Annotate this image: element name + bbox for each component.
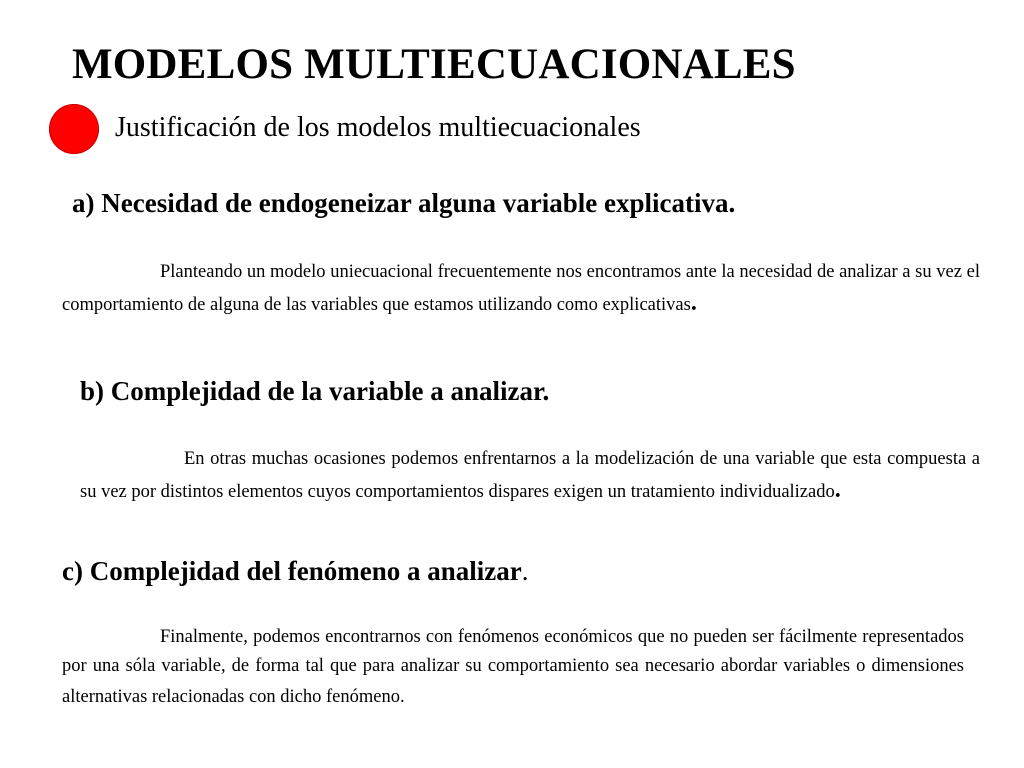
section-paragraph-c-text: Finalmente, podemos encontrarnos con fenómenos económicos que no pueden ser fácilmente representados por una sóla variable, de forma tal que para analizar su comportamiento sea necesario abordar variables o dimensiones alternativas relacionadas con dicho fenómeno. xyxy=(62,627,964,707)
section-heading-b xyxy=(80,376,549,407)
red-circle-bullet-icon xyxy=(49,104,99,154)
section-paragraph-a xyxy=(62,257,980,321)
section-paragraph-a-text: Planteando un modelo uniecuacional frecuentemente nos encontramos ante la necesidad de analizar a su vez el comportamiento de alguna de las variables que estamos utilizando como explicativas xyxy=(62,262,980,315)
section-paragraph-b-text: En otras muchas ocasiones podemos enfrentarnos a la modelización de una variable que esta compuesta a su vez por distintos elementos cuyos comportamientos dispares exigen un tratamiento individualizado xyxy=(80,449,980,502)
section-heading-b-text: b) Complejidad de la variable a analizar. xyxy=(80,376,550,406)
section-heading-c-trail: . xyxy=(521,556,529,586)
section-heading-a xyxy=(72,188,735,219)
section-heading-c-text: c) Complejidad del fenómeno a analizar xyxy=(62,556,522,586)
slide-subtitle: Justificación de los modelos multiecuacionales xyxy=(115,112,641,143)
section-paragraph-b-end: . xyxy=(834,477,841,503)
section-paragraph-a-end: . xyxy=(690,290,697,316)
section-paragraph-b xyxy=(80,444,980,508)
section-paragraph-c xyxy=(62,623,964,712)
slide-title: MODELOS MULTIECUACIONALES xyxy=(72,41,796,88)
section-heading-c xyxy=(62,556,528,587)
section-heading-a-text: a) Necesidad de endogeneizar alguna variable explicativa. xyxy=(72,188,736,218)
